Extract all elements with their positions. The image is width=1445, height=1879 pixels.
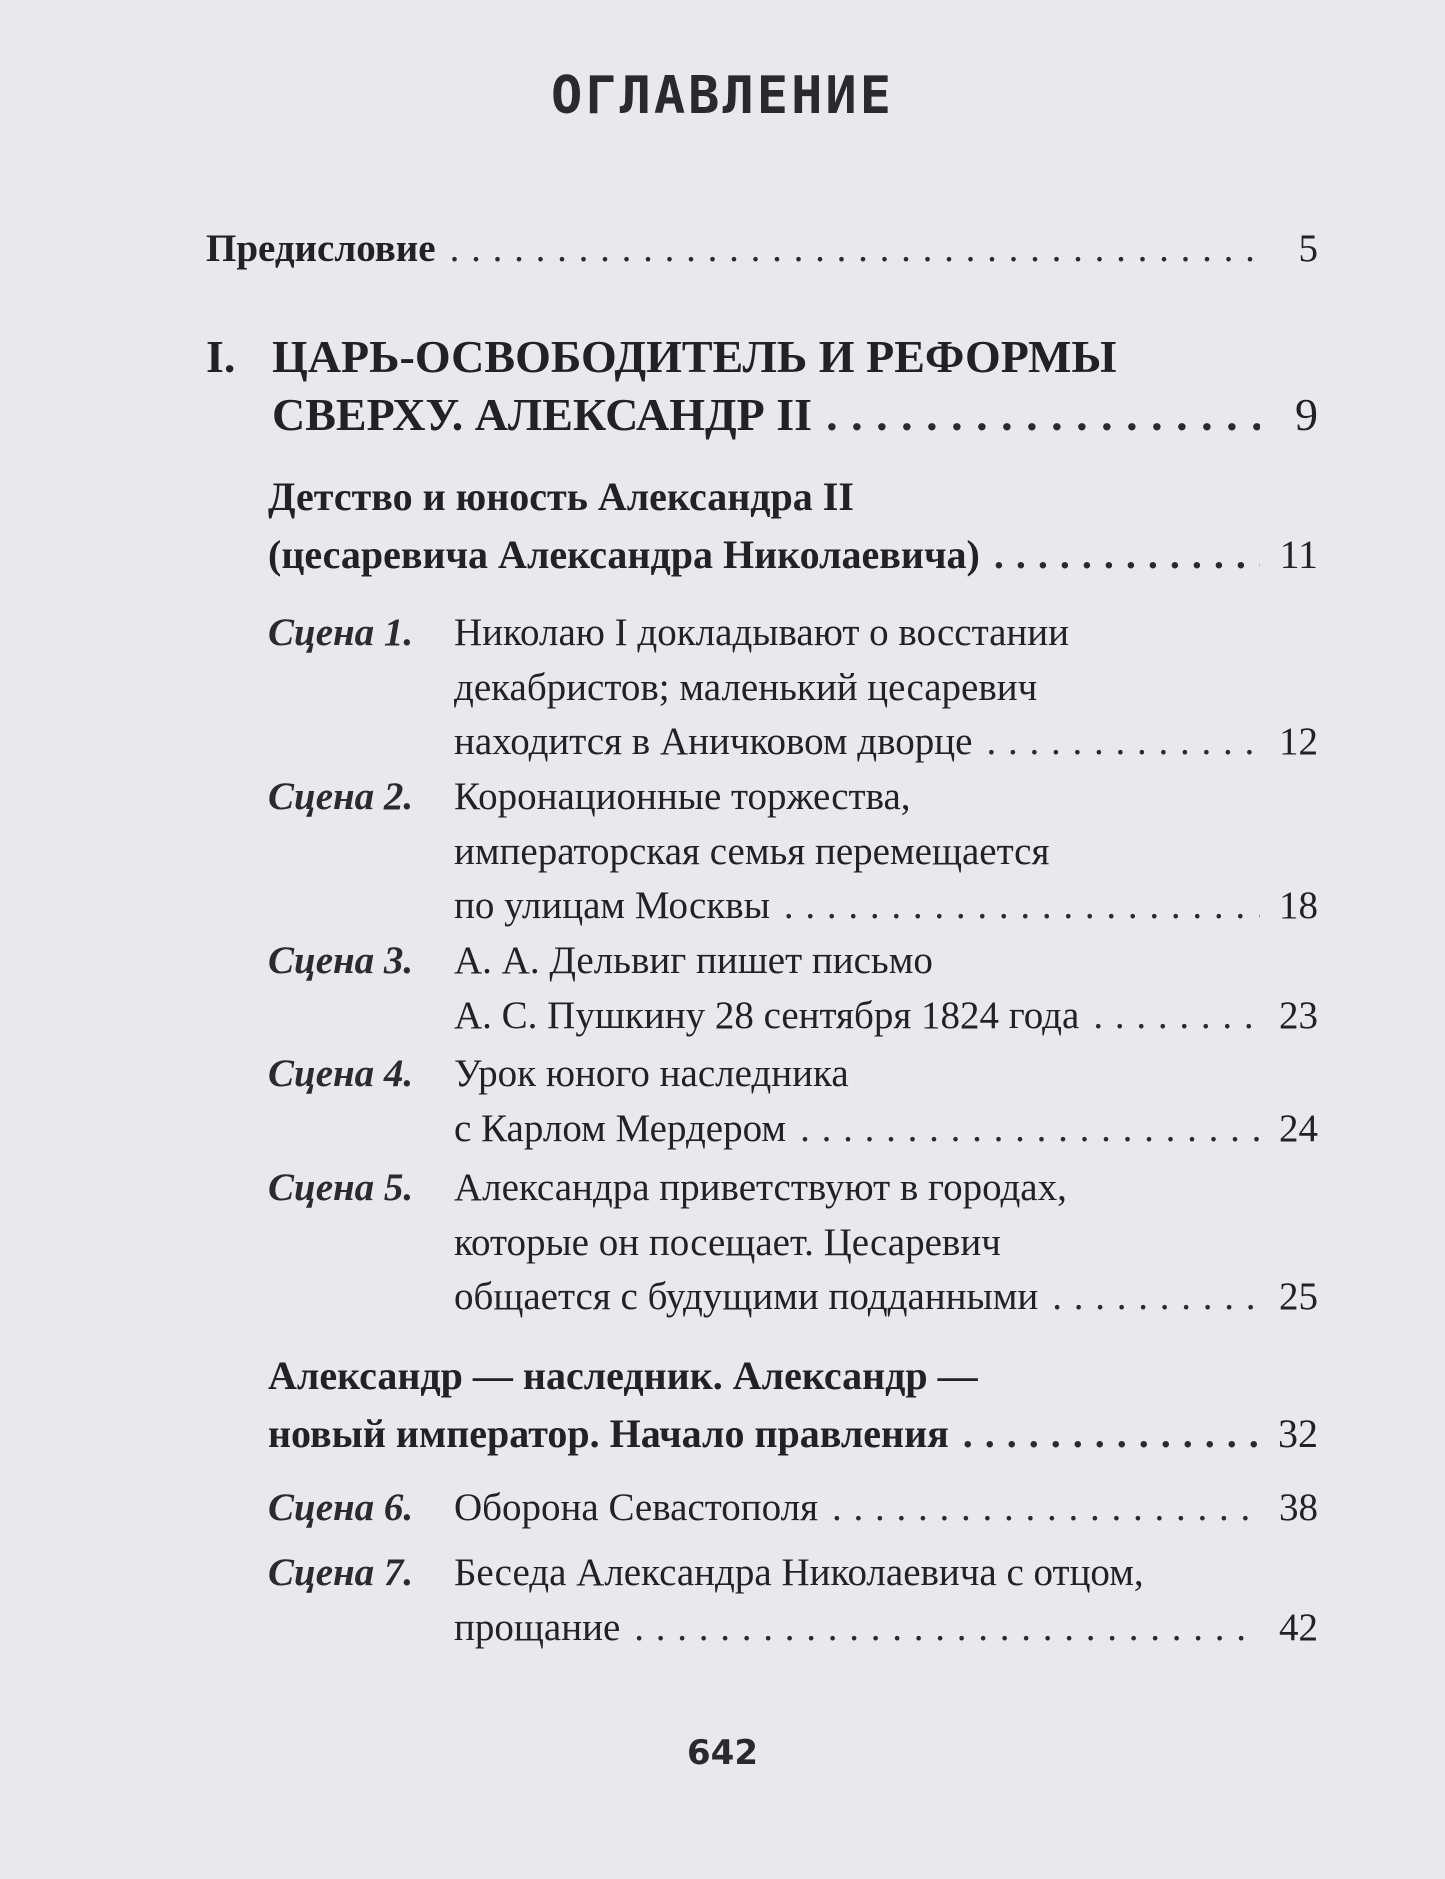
toc-entry-chapter-2 (268, 1347, 1318, 1463)
dot-leader (994, 526, 1260, 584)
scene-text-line: находится в Аничковом дворце (454, 720, 973, 764)
dot-leader (1093, 989, 1260, 1044)
scene-label: Сцена 7. (268, 1551, 414, 1594)
dot-leader (800, 1102, 1260, 1157)
scene-label: Сцена 5. (268, 1166, 414, 1209)
entry-page: 5 (1298, 227, 1318, 270)
scene-label: Сцена 6. (268, 1486, 414, 1529)
scene-text-line: которые он посещает. Цесаревич (454, 1220, 1001, 1264)
entry-page: 42 (1279, 1605, 1318, 1649)
part-number: I. (206, 331, 236, 382)
page-title: ОГЛАВЛЕНИЕ (550, 66, 895, 126)
toc-entry-scene-1 (268, 606, 1318, 770)
dot-leader (450, 226, 1260, 271)
dot-leader (986, 715, 1260, 770)
scene-text-line: Беседа Александра Николаевича с отцом, (454, 1551, 1144, 1594)
toc-entry-scene-5 (268, 1161, 1318, 1325)
entry-page: 18 (1279, 884, 1318, 928)
dot-leader (963, 1405, 1260, 1463)
chapter-title-line-2: новый император. Начало правления (268, 1411, 949, 1456)
chapter-title-line-1: Александр — наследник. Александр — (268, 1353, 978, 1398)
entry-page: 12 (1279, 720, 1318, 764)
scene-text-line: Александра приветствуют в городах, (454, 1166, 1067, 1209)
entry-page: 9 (1295, 388, 1318, 440)
scene-text-line: А. А. Дельвиг пишет письмо (454, 939, 933, 982)
dot-leader (832, 1481, 1260, 1536)
scene-text-line: Оборона Севастополя (454, 1486, 819, 1529)
scene-text-line: по улицам Москвы (454, 884, 770, 928)
chapter-title-line-2: (цесаревича Александра Николаевича) (268, 532, 980, 577)
toc-entry-scene-7 (268, 1546, 1318, 1655)
entry-page: 25 (1279, 1275, 1318, 1319)
dot-leader (634, 1601, 1260, 1656)
toc-entry-preface (206, 226, 1318, 271)
scene-text-line: Николаю I докладывают о восстании (454, 611, 1070, 654)
dot-leader (784, 879, 1260, 934)
entry-page: 24 (1279, 1106, 1318, 1150)
dot-leader (826, 386, 1260, 444)
scene-label: Сцена 1. (268, 611, 414, 654)
scene-label: Сцена 3. (268, 939, 414, 982)
part-title-line-1: ЦАРЬ-ОСВОБОДИТЕЛЬ И РЕФОРМЫ (272, 331, 1117, 382)
entry-page: 11 (1279, 532, 1318, 577)
scene-label: Сцена 4. (268, 1052, 414, 1095)
toc-entry-scene-4 (268, 1047, 1318, 1156)
part-title-line-2: СВЕРХУ. АЛЕКСАНДР II (272, 388, 813, 440)
scene-text-line: прощание (454, 1605, 621, 1649)
toc-entry-scene-3 (268, 934, 1318, 1043)
entry-page: 23 (1279, 993, 1318, 1037)
scene-text-line: Коронационные торжества, (454, 775, 911, 818)
scene-text-line: с Карлом Мердером (454, 1106, 787, 1150)
toc-entry-part-1 (206, 328, 1318, 443)
entry-page: 38 (1279, 1486, 1318, 1529)
scene-text-line: декабристов; маленький цесаревич (454, 665, 1038, 709)
scene-text-line: императорская семья перемещается (454, 829, 1050, 873)
chapter-title-line-1: Детство и юность Александра II (268, 474, 854, 519)
entry-page: 32 (1278, 1411, 1318, 1456)
page-number: 642 (687, 1733, 758, 1773)
scene-label: Сцена 2. (268, 775, 414, 818)
scene-text-line: общается с будущими подданными (454, 1275, 1039, 1319)
entry-label: Предисловие (206, 227, 436, 270)
dot-leader (1052, 1270, 1260, 1325)
scene-text-line: А. С. Пушкину 28 сентября 1824 года (454, 993, 1080, 1037)
toc-entry-scene-6 (268, 1481, 1318, 1536)
scene-text-line: Урок юного наследника (454, 1052, 849, 1095)
toc-entry-scene-2 (268, 770, 1318, 934)
toc-entry-chapter-1 (268, 468, 1318, 584)
